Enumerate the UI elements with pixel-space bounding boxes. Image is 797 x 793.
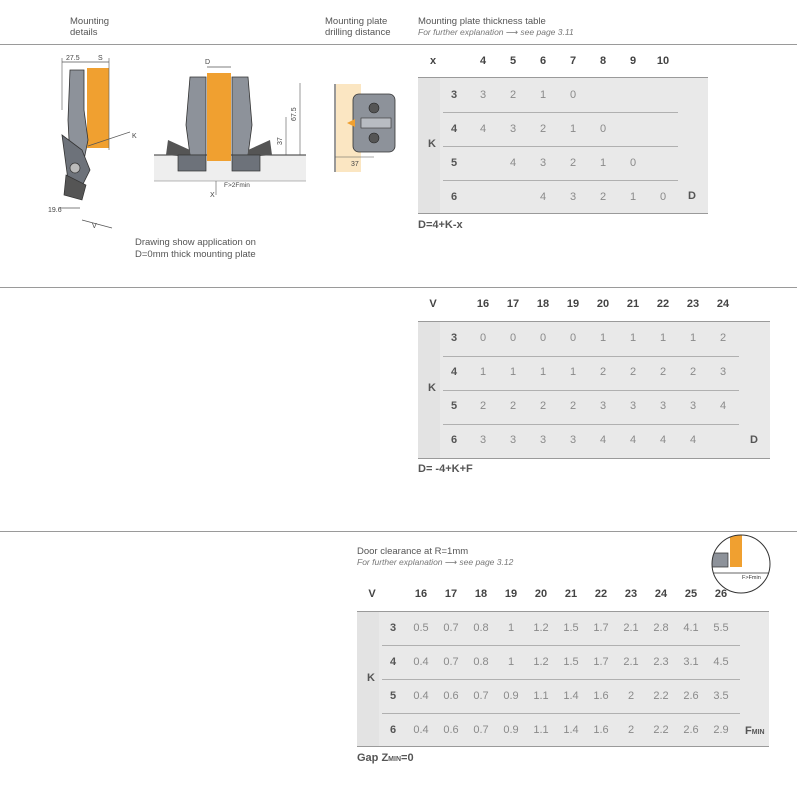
table-cell: 4.1 [683,622,699,634]
table-cell: 2 [509,400,517,412]
row-k-value: 5 [389,690,397,702]
column-header: 22 [594,588,608,600]
column-header: 9 [629,55,637,67]
table-cell: 0 [509,332,517,344]
column-header: 4 [479,55,487,67]
table-cell: 4 [479,123,487,135]
table2-row-line [443,390,739,391]
table1-row-line [443,146,678,147]
table-cell: 0 [629,157,637,169]
table-cell: 3 [569,434,577,446]
svg-text:37: 37 [277,137,284,145]
table-cell: 4 [599,434,607,446]
table2-col-label: V [429,298,437,310]
table-cell: 1.7 [593,622,609,634]
hinge-double-drawing [150,55,310,200]
section-divider [0,287,797,288]
table3-row-label: K [367,672,375,684]
column-header: 26 [714,588,728,600]
table-cell: 3 [479,434,487,446]
table-cell: 2.1 [623,622,639,634]
row-k-value: 6 [450,191,458,203]
table-cell: 3.5 [713,690,729,702]
table-cell: 2 [539,123,547,135]
table-cell: 2.2 [653,724,669,736]
column-header: 18 [536,298,550,310]
table-cell: 2 [689,366,697,378]
thickness-table-title: Mounting plate thickness table For further explanation ⟶ see page 3.11 [418,16,574,37]
table-cell: 3 [479,89,487,101]
table-cell: 0.8 [473,622,489,634]
table-cell: 2 [569,157,577,169]
svg-text:S: S [98,55,103,62]
table1-row-label: K [428,138,436,150]
row-k-value: 4 [389,656,397,668]
column-header: 16 [476,298,490,310]
svg-text:27.5: 27.5 [66,55,80,62]
table-cell: 0.9 [503,690,519,702]
column-header: 6 [539,55,547,67]
table-cell: 1.4 [563,690,579,702]
table-cell: 3 [659,400,667,412]
svg-text:V: V [92,223,97,230]
table-cell: 2.2 [653,690,669,702]
column-header: 19 [566,298,580,310]
table-cell: 2.1 [623,656,639,668]
table-cell: 2 [659,366,667,378]
table-cell: 3 [569,191,577,203]
table-cell: 0.4 [413,724,429,736]
svg-text:19.6: 19.6 [48,207,62,214]
column-header: 16 [414,588,428,600]
table-cell: 2 [629,366,637,378]
table-cell: 3 [689,400,697,412]
row-k-value: 3 [389,622,397,634]
table-cell: 0.7 [473,690,489,702]
table-cell: 0.9 [503,724,519,736]
row-k-value: 5 [450,400,458,412]
column-header: 24 [654,588,668,600]
table1-row-line [443,112,678,113]
table-cell: 0.7 [443,622,459,634]
table-cell: 2.6 [683,690,699,702]
table-cell: 1.4 [563,724,579,736]
svg-text:X: X [210,192,215,199]
table-cell: 2 [569,400,577,412]
door-clearance-detail-circle [710,533,772,595]
table-cell: 1 [507,622,515,634]
table-cell: 0 [659,191,667,203]
table-cell: 1.6 [593,690,609,702]
table-cell: 1 [479,366,487,378]
column-header: 20 [596,298,610,310]
table-cell: 1 [507,656,515,668]
table-cell: 1 [659,332,667,344]
mounting-details-title: Mounting details [70,16,110,38]
table-cell: 3 [719,366,727,378]
table-cell: 2 [627,690,635,702]
table2-bottom-line [418,458,770,459]
table3-col-label: V [368,588,376,600]
table-cell: 2 [627,724,635,736]
table-cell: 0 [569,332,577,344]
row-k-value: 5 [450,157,458,169]
table2-row-line [443,424,739,425]
table-cell: 1 [629,332,637,344]
table3-row-line [382,645,740,646]
table2-row-line [443,356,739,357]
table-cell: 0.7 [443,656,459,668]
column-header: 24 [716,298,730,310]
table-cell: 2 [509,89,517,101]
svg-text:37: 37 [351,161,359,168]
table-cell: 2.3 [653,656,669,668]
table-cell: 2 [479,400,487,412]
table-cell: 1 [539,366,547,378]
table-cell: 1.2 [533,622,549,634]
table-cell: 4 [659,434,667,446]
mounting-plate-drawing [333,80,408,175]
table-cell: 3.1 [683,656,699,668]
column-header: 8 [599,55,607,67]
column-header: 5 [509,55,517,67]
column-header: 18 [474,588,488,600]
section-divider [0,44,797,45]
table-cell: 0.4 [413,656,429,668]
table-cell: 1 [509,366,517,378]
table-cell: 3 [599,400,607,412]
table-cell: 1.1 [533,724,549,736]
table-cell: 2.8 [653,622,669,634]
table3-bottom-line [357,746,769,747]
table-cell: 0.5 [413,622,429,634]
column-header: 19 [504,588,518,600]
table-cell: 1.5 [563,656,579,668]
svg-text:D: D [205,59,211,66]
table1-d-label: D [688,190,696,202]
table-cell: 4 [689,434,697,446]
table-cell: 0.8 [473,656,489,668]
row-k-value: 6 [389,724,397,736]
hinge-side-drawing [40,50,150,235]
table-cell: 4.5 [713,656,729,668]
table-cell: 0.6 [443,690,459,702]
table-cell: 1 [689,332,697,344]
row-k-value: 3 [450,332,458,344]
table-cell: 3 [629,400,637,412]
table-cell: 1 [539,89,547,101]
table-cell: 3 [509,434,517,446]
table-cell: 1.5 [563,622,579,634]
row-k-value: 4 [450,366,458,378]
table-cell: 5.5 [713,622,729,634]
column-header: 22 [656,298,670,310]
column-header: 10 [656,55,670,67]
row-k-value: 3 [450,89,458,101]
table-cell: 1 [599,332,607,344]
table-cell: 0 [569,89,577,101]
table1-row-line [443,180,678,181]
table-cell: 1.1 [533,690,549,702]
table-cell: 1.6 [593,724,609,736]
table-cell: 2 [599,366,607,378]
column-header: 20 [534,588,548,600]
table-cell: 0.4 [413,690,429,702]
drilling-distance-title: Mounting plate drilling distance [325,16,391,38]
table-cell: 3 [539,157,547,169]
table3-gap-label: Gap ZMIN=0 [357,752,414,764]
table-cell: 4 [719,400,727,412]
table2-formula: D= -4+K+F [418,463,473,475]
table2-row-label: K [428,382,436,394]
table-cell: 3 [509,123,517,135]
column-header: 7 [569,55,577,67]
table3-fmin-label: FMIN [745,725,765,737]
table-cell: 2 [599,191,607,203]
table1-formula: D=4+K-x [418,219,463,231]
column-header: 21 [626,298,640,310]
column-header: 17 [506,298,520,310]
table-cell: 4 [629,434,637,446]
table-cell: 4 [539,191,547,203]
table-cell: 1.2 [533,656,549,668]
table1-header-line [418,77,708,78]
table-cell: 0 [599,123,607,135]
svg-text:67.5: 67.5 [291,107,298,121]
table3-header-line [357,611,769,612]
table-cell: 3 [539,434,547,446]
svg-text:F>Fmin: F>Fmin [742,575,761,581]
table-cell: 2 [719,332,727,344]
column-header: 23 [686,298,700,310]
column-header: 25 [684,588,698,600]
table-cell: 1 [599,157,607,169]
table-cell: 1.7 [593,656,609,668]
table3-row-line [382,679,740,680]
svg-text:K: K [132,133,137,140]
row-k-value: 4 [450,123,458,135]
table-cell: 2 [539,400,547,412]
table2-d-label: D [750,434,758,446]
column-header: 21 [564,588,578,600]
table-cell: 1 [569,366,577,378]
table-cell: 2.9 [713,724,729,736]
drawing-note: Drawing show application on D=0mm thick mounting plate [135,237,256,260]
table-cell: 0 [539,332,547,344]
table1-col-label: x [429,55,437,67]
table-cell: 4 [509,157,517,169]
column-header: 17 [444,588,458,600]
table-cell: 0.6 [443,724,459,736]
table-cell: 1 [629,191,637,203]
row-k-value: 6 [450,434,458,446]
table-cell: 0 [479,332,487,344]
column-header: 23 [624,588,638,600]
table-cell: 2.6 [683,724,699,736]
table-cell: 0.7 [473,724,489,736]
table1-bottom-line [418,213,708,214]
table-cell: 1 [569,123,577,135]
section-divider [0,531,797,532]
door-clearance-title: Door clearance at R=1mm For further explanation ⟶ see page 3.12 [357,546,514,567]
svg-text:F>2Fmin: F>2Fmin [224,182,250,189]
table3-row-line [382,713,740,714]
table2-header-line [418,321,770,322]
